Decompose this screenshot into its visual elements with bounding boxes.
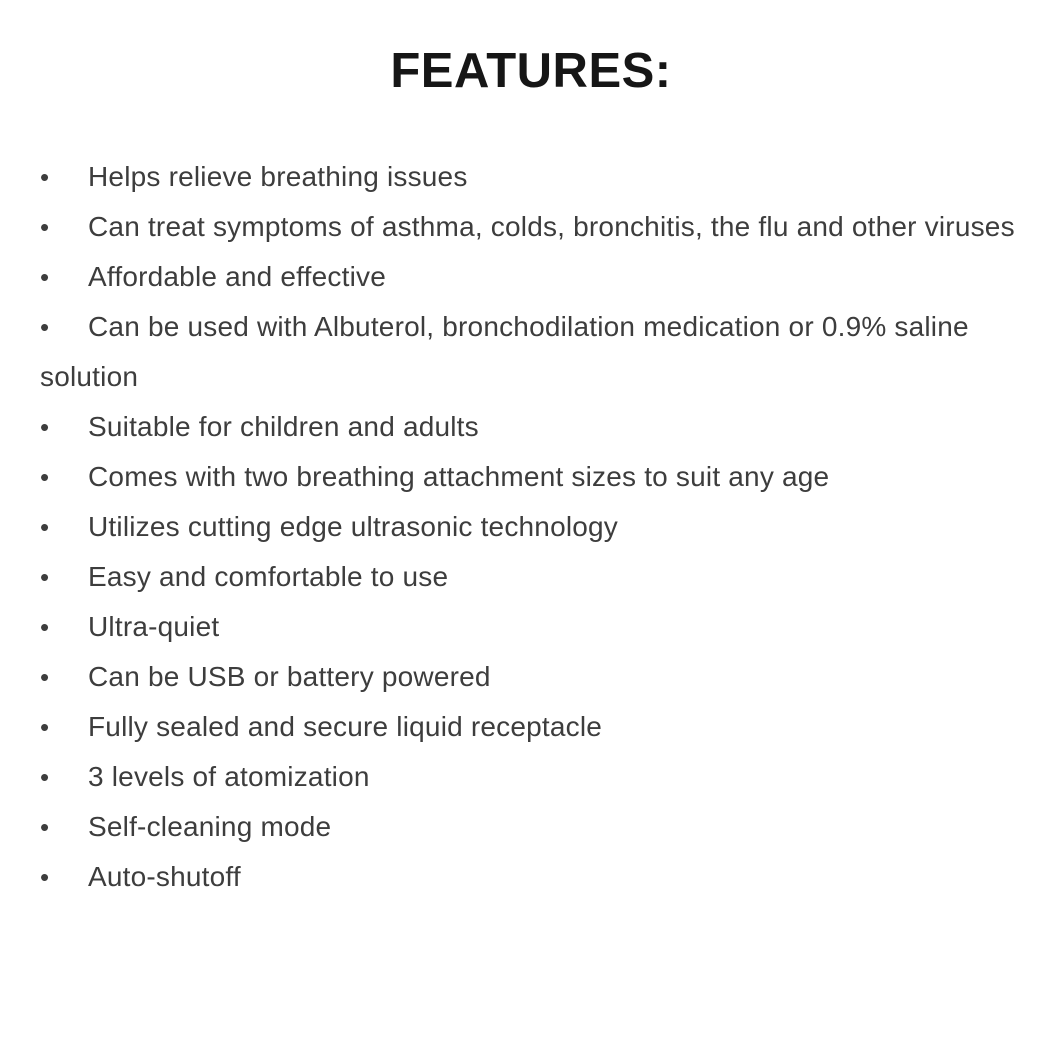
- bullet-icon: •: [40, 162, 50, 192]
- feature-item: [40, 252, 1046, 302]
- feature-item: [40, 452, 1046, 502]
- feature-text: Auto-shutoff: [88, 861, 241, 892]
- bullet-icon: •: [40, 862, 50, 892]
- bullet-icon: •: [40, 512, 50, 542]
- bullet-icon: •: [40, 412, 50, 442]
- feature-item: [40, 802, 1046, 852]
- bullet-icon: •: [40, 762, 50, 792]
- feature-item: [40, 502, 1046, 552]
- bullet-icon: •: [40, 262, 50, 292]
- feature-text: Can treat symptoms of asthma, colds, bronchitis, the flu and other viruses: [88, 211, 1015, 242]
- bullet-icon: •: [40, 462, 50, 492]
- feature-text: Self-cleaning mode: [88, 811, 332, 842]
- bullet-icon: •: [40, 212, 50, 242]
- feature-item: [40, 752, 1046, 802]
- feature-text: Ultra-quiet: [88, 611, 220, 642]
- feature-item: [40, 202, 1046, 252]
- feature-item: [40, 652, 1046, 702]
- features-list: [0, 152, 1062, 902]
- feature-item: [40, 702, 1046, 752]
- bullet-icon: •: [40, 312, 50, 342]
- bullet-icon: •: [40, 562, 50, 592]
- page-title: FEATURES:: [390, 44, 672, 98]
- feature-text: Helps relieve breathing issues: [88, 161, 468, 192]
- bullet-icon: •: [40, 662, 50, 692]
- feature-text: Comes with two breathing attachment sizes to suit any age: [88, 461, 830, 492]
- feature-item: [40, 602, 1046, 652]
- bullet-icon: •: [40, 612, 50, 642]
- feature-text: 3 levels of atomization: [88, 761, 370, 792]
- feature-text: Can be USB or battery powered: [88, 661, 491, 692]
- feature-text: Suitable for children and adults: [88, 411, 479, 442]
- feature-text: Fully sealed and secure liquid receptacle: [88, 711, 603, 742]
- feature-item: [40, 552, 1046, 602]
- feature-text: Affordable and effective: [88, 261, 386, 292]
- feature-item: [40, 852, 1046, 902]
- bullet-icon: •: [40, 712, 50, 742]
- feature-text: Can be used with Albuterol, bronchodilation medication or 0.9% saline solution: [40, 311, 969, 392]
- feature-item: [40, 152, 1046, 202]
- feature-item: [40, 402, 1046, 452]
- feature-text: Utilizes cutting edge ultrasonic technology: [88, 511, 619, 542]
- feature-text: Easy and comfortable to use: [88, 561, 449, 592]
- feature-item: [40, 302, 1046, 402]
- bullet-icon: •: [40, 812, 50, 842]
